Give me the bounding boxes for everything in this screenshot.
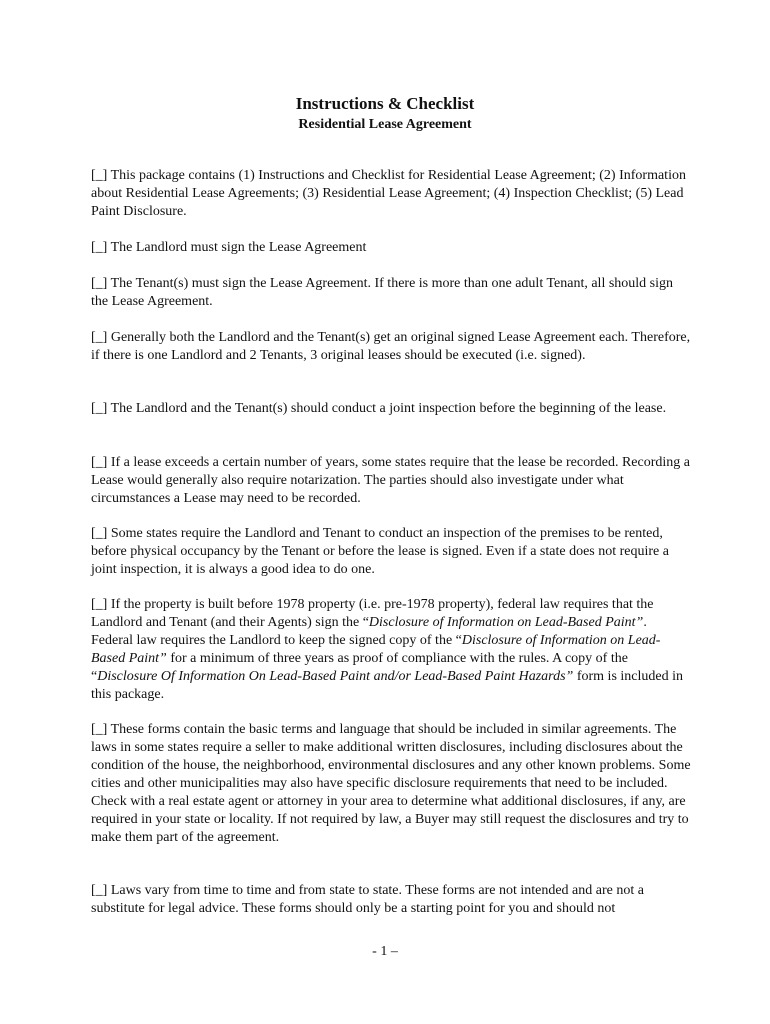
checklist-item-italic: Disclosure Of Information On Lead-Based Paint and/or Lead-Based Paint Hazards” [97,669,574,684]
checkbox-mark[interactable]: [_] [91,401,108,416]
checklist-item-text: Generally both the Landlord and the Tenant(s) get an original signed Lease Agreement each. Therefore, if there is one Landlord and 2 Tenants, 3 original leases should be executed (i.e. signed). [91,330,691,363]
checklist-item-text: The Landlord and the Tenant(s) should conduct a joint inspection before the beginning of the lease. [110,401,667,416]
document-title: Instructions & Checklist [295,94,475,113]
checklist-item [91,882,691,918]
checklist-item [91,596,691,704]
checklist-item-text: . Federal law requires the Landlord to keep the signed copy of the “ [91,615,647,648]
checklist-item-text: The Tenant(s) must sign the Lease Agreement. If there is more than one adult Tenant, all should sign the Lease Agreement. [91,276,674,309]
checklist-item-text: Laws vary from time to time and from state to state. These forms are not intended and are not a substitute for legal advice. These forms should only be a starting point for you and should not [91,883,644,916]
checklist-item [91,721,691,847]
checklist-item-text: If a lease exceeds a certain number of years, some states require that the lease be recorded. Recording a Lease would generally also require notarization. The parties should also investigate under what circumstances a Lease may need to be recorded. [91,455,690,506]
checklist-item [91,329,691,365]
page-number: - 1 – [372,944,398,959]
checklist-item [91,525,691,579]
checkbox-mark[interactable]: [_] [91,330,108,345]
checkbox-mark[interactable]: [_] [91,597,108,612]
checkbox-mark[interactable]: [_] [91,455,108,470]
checklist-item-text: The Landlord must sign the Lease Agreement [110,240,367,255]
checkbox-mark[interactable]: [_] [91,722,108,737]
checklist-item-text: for a minimum of three years as proof of compliance with the rules. A copy of the “ [91,651,628,684]
checklist-item [91,275,691,311]
checkbox-mark[interactable]: [_] [91,240,108,255]
document-subtitle: Residential Lease Agreement [298,117,472,132]
checklist-item-italic: Disclosure of Information on Lead-Based Paint” [91,633,661,666]
checklist-item-text: form is included in this package. [91,669,683,702]
checklist-item-italic: Disclosure of Information on Lead-Based Paint” [368,615,644,630]
checkbox-mark[interactable]: [_] [91,168,108,183]
checkbox-mark[interactable]: [_] [91,883,108,898]
checklist-item-text: Some states require the Landlord and Tenant to conduct an inspection of the premises to be rented, before physical occupancy by the Tenant or before the lease is signed. Even if a state does not require a joint inspection, it is always a good idea to do one. [91,526,669,577]
checklist-item [91,167,691,221]
checkbox-mark[interactable]: [_] [91,276,108,291]
checklist-item [91,400,691,418]
checklist-item-text: These forms contain the basic terms and language that should be included in similar agreements. The laws in some states require a seller to make additional written disclosures, including disclosures about the condition of the house, the neighborhood, environmental disclosures and any other known problems. Some cities and other municipalities may also have specific disclosure requirements that need to be included. Check with a real estate agent or attorney in your area to determine what additional disclosures, if any, are required in your state or locality. If not required by law, a Buyer may still request the disclosures and try to make them part of the agreement. [91,722,691,845]
checklist-item-text: This package contains (1) Instructions and Checklist for Residential Lease Agreement; (2) Information about Residential Lease Agreements; (3) Residential Lease Agreement; (4) Inspection Checklist; (5) Lead Paint Disclosure. [91,168,686,219]
checklist-item-text: If the property is built before 1978 property (i.e. pre-1978 property), federal law requires that the Landlord and Tenant (and their Agents) sign the “ [91,597,654,630]
checklist-item [91,239,691,257]
checkbox-mark[interactable]: [_] [91,526,108,541]
checklist-item [91,454,691,508]
